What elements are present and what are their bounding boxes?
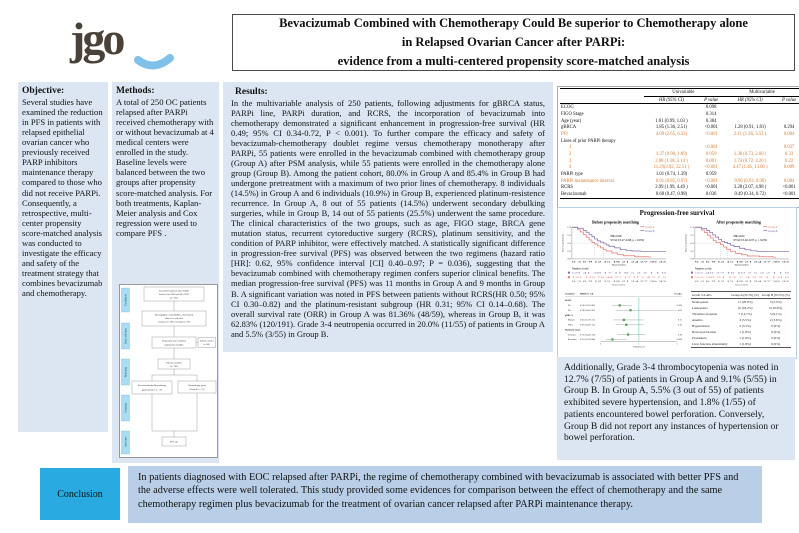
flow-text: (Group B, n = 55) (189, 389, 205, 391)
forest-axis-tick: 0 (600, 343, 602, 346)
col-header: HR (95% CI) (644, 96, 700, 104)
forest-row-p: 0.004 (676, 338, 682, 342)
forest-row-p: 0.16 (677, 323, 682, 327)
km-subtitle: After propensity matching (716, 219, 761, 225)
flow-stage-label: Enrollment (124, 294, 128, 306)
col-header: HR (95% CI) (723, 96, 777, 104)
km-risk-xlabel: Time(months) (734, 283, 749, 287)
flow-text: Record OC patients after PARPi (159, 290, 189, 293)
flow-text: Group A (n=191); Group B (n=59) (158, 321, 190, 324)
table-row: Leukopenia 10 (18.2%) 6 (10.9%) (692, 306, 783, 311)
univariable-header: Univariable (644, 89, 723, 97)
km-risk-row-b: 191 130 78 44 27 17 11 7 4 2 1 0 (571, 276, 669, 280)
km-ytick: 0.00 (567, 258, 571, 261)
results-panel (223, 82, 553, 352)
forest-header-p: P value (674, 292, 682, 296)
logo-swoosh (138, 58, 170, 66)
figure-title: Progression-free survival (639, 209, 715, 217)
forest-row-hr: 0.78 (0.40-2.05) (579, 308, 596, 312)
jgo-logo-text: jgo (70, 13, 123, 64)
table-group-header-row (560, 89, 799, 97)
km-xticks: 0 3 6 9 12 15 18 21 24 27 30 33 (694, 261, 790, 264)
flow-text: Demographic, comorbidities, and clinical (154, 314, 194, 317)
results-body: In the multivariable analysis of 250 patients, following adjustments for gBRCA status, PARPi line, PARPi duration, and RCRS, the incorporation of bevacizumab into chemotherapy demonstrated a significant enhancement in progression-free survival (HR 0.49; 95% CI 0.34-0.72, P < 0.001). To further compare the efficacy and safety of bevacizumab-chemotherapy doublet regime versus chemotherapy monotherapy after PARPi, 55 patients were enrolled in the bevacizumab combined with chemotherapy group (Group A) after PSM analysis, while 55 patients were enrolled in the chemotherapy alone group (Group B). Among the patient cohort, 80.0% in Group A and 85.4% in Group B had undergone pretreatment with a maximum of two prior lines of chemotherapy. 8 individuals (14.5%) in Group A and 6 individuals (10.9%) in Group B, experienced platinum-resistence recurrence. In Group A, 8 out of 55 patients (14.5%) underwent secondary debulking surgeries, while in Group B, 14 out of 55 patients (25.5%) underwent the same procedure. The clinical characteristics of the two groups, such as age, FIGO stage, BRCA gene mutation status, recurrent cytoreductive surgery (RCRS), platinum sensitivity, and the condition of PARP inhibitor, were effectively matched. A statistically significant difference in progression-free survival (PFS) was observed between the two regimens (hazard ratio [HR]: 0.62, 95% confidence interval [CI] 0.40–0.97; P = 0.036), suggesting that the bevacizumab combined with chemotherapy regimen confers superior clinical benefits. The median progression-free survival (PFS) was 11 months in Group A and 9 months in Group B. A significant variation was noted in PFS between patients without RCRS(HR 0.50; 95% CI 0.30–0.82) and the platinum-resistant subgroup (HR 0.31; 95% CI 0.14–0.68). The overall survival rate (ORR) in Group A was 81.36% (48/59), whereas in Group B, it was 62.83% (120/191). Grade 3-4 neutropenia occurred in 20.0% (11/55) of patients in Group A and 5.5% (3/55) in Group B. (231, 98, 545, 339)
methods-body: A total of 250 OC patients relapsed after PARPi received chemotherapy with or without bevacizumab at 4 medical centers were enrolled in the study. Baseline levels were balanced between the two groups after propensity score-matched analysis. For both treatments, Kaplan-Meier analysis and Cox regression were used to compare PFS . (116, 97, 214, 238)
forest-group-label: gBRCA (565, 313, 573, 317)
forest-group-label: Platinum status (565, 328, 581, 332)
km-risk-row-b: 55 36 21 12 7 4 3 2 1 1 0 0 (694, 276, 792, 280)
multivariable-header: Multivariable (723, 89, 799, 97)
methods-heading: Methods: (116, 86, 155, 96)
objective-heading: Objective: (22, 86, 65, 96)
km-xlabel: Time(months) (734, 263, 749, 267)
km-ytick: 0.50 (567, 242, 571, 245)
forest-row-hr: 0.31 (0.14-0.68) (579, 338, 596, 342)
flow-text: PFS, AE (170, 441, 178, 444)
table-row-highlighted: 2 1.37 (0.98, 1.89) 0.059 1.38 (0.73, 2.60 ) 0.33 (569, 151, 794, 157)
km-risk-row-a: 55 40 27 16 10 7 5 3 2 1 1 0 (694, 271, 792, 275)
km-subtitle: Before propensity matching (592, 219, 639, 225)
flow-stage-label: Data collection (124, 328, 128, 344)
title-line-1: Bevacizumab Combined with Chemotherapy Could Be superior to Chemotherapy alone (279, 16, 748, 31)
table-column-header-row (560, 96, 799, 104)
flow-text: group (Group A, n = 55) (141, 389, 163, 392)
km-curve-group-b-red (695, 227, 776, 257)
flow-text: Patients excluded (200, 340, 214, 343)
cox-regression-table (557, 86, 799, 208)
conclusion-text-box (128, 466, 762, 523)
flow-text: Bevacizumab plus Chemotherapy (137, 385, 167, 387)
objective-body: Several studies have examined the reduction in PFS in patients with relapsed epithelial ovarian cancer who previously received PARP inhibitors maintenance therapy compared to those who did not receive PARPi. Consequently, a retrospective, multi-center propensity score-matched analysis was conducted to investigate the efficacy and safety of the treatment strategy that combines bevacizumab and chemotherapy. (22, 97, 103, 298)
forest-point (611, 338, 613, 340)
forest-row-p: 0.19 (677, 333, 682, 337)
table-row: ECOG 0.098 (561, 105, 717, 111)
flow-text: data were collected (165, 318, 183, 320)
km-risk-xticks: 0 3 6 9 12 15 18 21 24 27 30 33 (694, 281, 790, 284)
ae-header: Group A (N=55) (%) (731, 293, 759, 298)
flow-box-excluded (198, 338, 216, 348)
km-risk-label: Number at risk (571, 267, 589, 271)
forest-row-label: Wild (567, 323, 573, 327)
results-heading: Results: (235, 87, 268, 97)
forest-axis-tick: 1 (638, 343, 640, 346)
forest-row-hr: 0.61 (0.33-1.13) (579, 318, 596, 322)
forest-row-p: 0.11 (677, 318, 682, 322)
km-risk-label: Number at risk (694, 267, 712, 271)
forest-row-label: Yes (567, 308, 572, 312)
km-risk-xticks: 0 3 6 9 12 15 18 21 24 27 30 33 (571, 281, 667, 284)
km-ytick: 0.50 (690, 242, 694, 245)
flow-text: (n=140) (203, 344, 210, 346)
flow-stage-label: Matching (124, 367, 128, 377)
forest-row-hr: 0.50 (0.30-0.82) (579, 304, 596, 308)
table-row: PARPi type 1.01 (0.74, 1.39) 0.959 (561, 171, 717, 177)
forest-point (619, 304, 621, 306)
table-row: Lines of prior PARPi therapy (561, 138, 616, 144)
flow-box-group-b (178, 381, 216, 393)
table-row-highlighted: 4 11.29(3.92, 32.51 ) <0.001 4.47 (1.46, 13.68 ) 0.009 (569, 165, 795, 171)
title-line-3: evidence from a multi-centered propensity score-matched analysis (337, 53, 690, 68)
forest-plot (559, 290, 687, 348)
table-row: Anemia 3 (5.5%) 2 (3.6%) (692, 318, 782, 323)
table-row-highlighted: 1 <0.001 0.037 (569, 145, 795, 151)
km-ylabel: Survival probability (685, 233, 688, 253)
forest-header-hr: HR(95% CI) (579, 292, 594, 296)
title-box (232, 14, 795, 71)
title-line-2: in Relapsed Ovarian Cancer after PARPi: (401, 35, 626, 50)
km-legend-group-b: Group B (768, 229, 778, 233)
flow-box-group-a (132, 381, 172, 394)
table-row: RCRS 2.99 (1.99, 4.49 ) <0.001 3.28 (2.07, 4.98 ) <0.001 (561, 185, 796, 191)
conclusion-label-box (40, 468, 120, 520)
jgo-logo (66, 10, 226, 76)
forest-row-label: No (567, 304, 571, 308)
table-row: Hypertension 3 (5.5%) 0 (0%) (692, 323, 781, 328)
forest-point (623, 319, 625, 321)
table-row-highlighted: 3 2.08 (1.38, 3.14 ) 0.001 1.74 (0.72, 4.20 ) 0.22 (569, 158, 794, 164)
forest-row-p: 0.006 (676, 304, 682, 308)
forest-group-label: RCRS (565, 299, 572, 303)
km-ytick: 0.75 (567, 234, 571, 237)
forest-point (625, 324, 627, 326)
table-row: Age (year) 1.01 (0.99, 1.03 ) 0.384 (561, 118, 717, 124)
forest-header-var: Variables (565, 292, 575, 296)
table-row: FIGO Stage 0.314 (561, 111, 717, 117)
km-legend-group-b: Group B (645, 229, 655, 233)
flow-stage-label: Grouping (124, 403, 128, 413)
flow-text: Propensity score-matched (162, 340, 186, 343)
study-flowchart (119, 284, 218, 458)
km-hr-annotation: HR=0.62 (733, 234, 745, 239)
table-row-highlighted: PARPi maintenance interval 0.91 (0.85, 0.97) <0.001 0.96 (0.93, 0.98) 0.004 (561, 178, 795, 184)
ae-header-row (691, 292, 791, 299)
forest-axis-label: HR(95%CI) (633, 346, 645, 348)
forest-point (627, 333, 629, 335)
flow-text: Patients enrolled (166, 362, 182, 365)
km-ytick: 0.25 (690, 250, 694, 253)
forest-row-label: Mutant (567, 318, 575, 322)
km-ytick: 1.00 (567, 227, 571, 230)
km-ytick: 0.00 (690, 258, 694, 261)
additional-findings-panel (557, 357, 795, 460)
flow-text: (n=250) (170, 297, 178, 300)
adverse-events-table (691, 291, 791, 348)
objective-panel (18, 82, 108, 432)
km-plot-after (682, 218, 795, 288)
km-hr-annotation: HR=0.68 (610, 234, 622, 239)
table-row: Liver function abnormality 1 (1.8%) 0 (0%) (692, 341, 781, 346)
flow-text: analysis by variables (164, 344, 184, 347)
km-ci-annotation: 95%CI 0.47-0.98, p = 0.036 (610, 238, 644, 243)
km-plot-before (559, 218, 672, 288)
flow-text: (n=110) (170, 366, 178, 368)
forest-row-label: Resistant (567, 338, 577, 342)
flow-text: Chemotherapy group (188, 385, 206, 387)
forest-row-hr: 0.67 (0.40-1.12) (579, 323, 596, 327)
forest-point (629, 309, 631, 311)
km-ytick: 1.00 (690, 227, 694, 230)
table-row: Bowel perforation 1 (1.8%) 0 (0%) (692, 329, 781, 334)
km-legend-group-a: Group A (768, 225, 778, 229)
table-row: Neutropenia 11 (20.0%) 3 (5.5%) (692, 300, 782, 305)
col-header: P value (699, 96, 723, 104)
km-curve-group-b-red (572, 227, 651, 257)
conclusion-body: In patients diagnosed with EOC relapsed after PARPi, the regime of chemotherapy combined with bevacizumab is associated with better PFS and the adverse effects were well tolerated. This study provided some evidences for comparison between the effect of chemotherapy and the same chemotherapy regimen plus bevacizumab for the treatment of ovarian cancer relapsed after PARPi maintenance therapy. (138, 472, 739, 510)
flow-text: between Jan 2018 and Dec 2022 (159, 294, 189, 296)
forest-row-label: Sensitive (567, 333, 577, 337)
table-row: gBRCA 1.85 (1.36, 2.51) <0.001 1.28 (0.91, 1.81) 0.294 (561, 125, 795, 131)
km-ylabel: Survival probability (562, 233, 565, 253)
km-legend-group-a: Group A (645, 225, 655, 229)
km-ci-annotation: 95%CI 0.40-0.97, p = 0.036 (733, 238, 767, 243)
ae-header: Grade 3-4 AEs (691, 292, 730, 299)
km-risk-xlabel: Time(months) (611, 283, 626, 287)
additional-body: Additionally, Grade 3-4 thrombocytopenia was noted in 12.7% (7/55) of patients in Group A and 9.1% (5/55) in Group B. In Group A, 5.5% (3 out of 55) of patients exhibited severe hypertension, and 1.8% (1/55) of patients encountered bowel perforation. Conversely, Group B did not report any instances of hypertension or bowel perforation. (564, 362, 779, 444)
km-xlabel: Time(months) (611, 263, 626, 267)
table-row: Proteinuria 1 (1.8%) 0 (0%) (692, 335, 781, 340)
km-risk-row-a: 59 41 28 17 11 8 5 3 2 1 1 0 (571, 271, 669, 275)
conclusion-label: Conclusion (57, 488, 103, 500)
table-row: Bevacizumab 0.68 (0.47, 0.98) 0.036 0.49 (0.34, 0.72) <0.001 (561, 191, 796, 197)
km-xticks: 0 3 6 9 12 15 18 21 24 27 30 33 (571, 261, 667, 264)
forest-row-hr: 0.72 (0.44-1.18) (579, 333, 596, 337)
km-figure-panel (557, 207, 797, 359)
flow-stage-label: Outcomes (124, 436, 128, 448)
col-header: P value (777, 96, 799, 104)
table-row: Thrombocytopenia 7 (12.7%) 5 (9.1%) (692, 312, 782, 317)
km-ytick: 0.75 (690, 234, 694, 237)
forest-axis-tick: 2 (676, 343, 678, 346)
forest-row-p: 0.62 (677, 308, 682, 312)
ae-header: Group B (N=55) (%) (761, 293, 790, 298)
table-row-highlighted: PFI 4.09 (2.65, 6.32) <0.001 2.11 (1.26, 3.53 ) 0.004 (561, 131, 795, 137)
km-ytick: 0.25 (567, 250, 571, 253)
